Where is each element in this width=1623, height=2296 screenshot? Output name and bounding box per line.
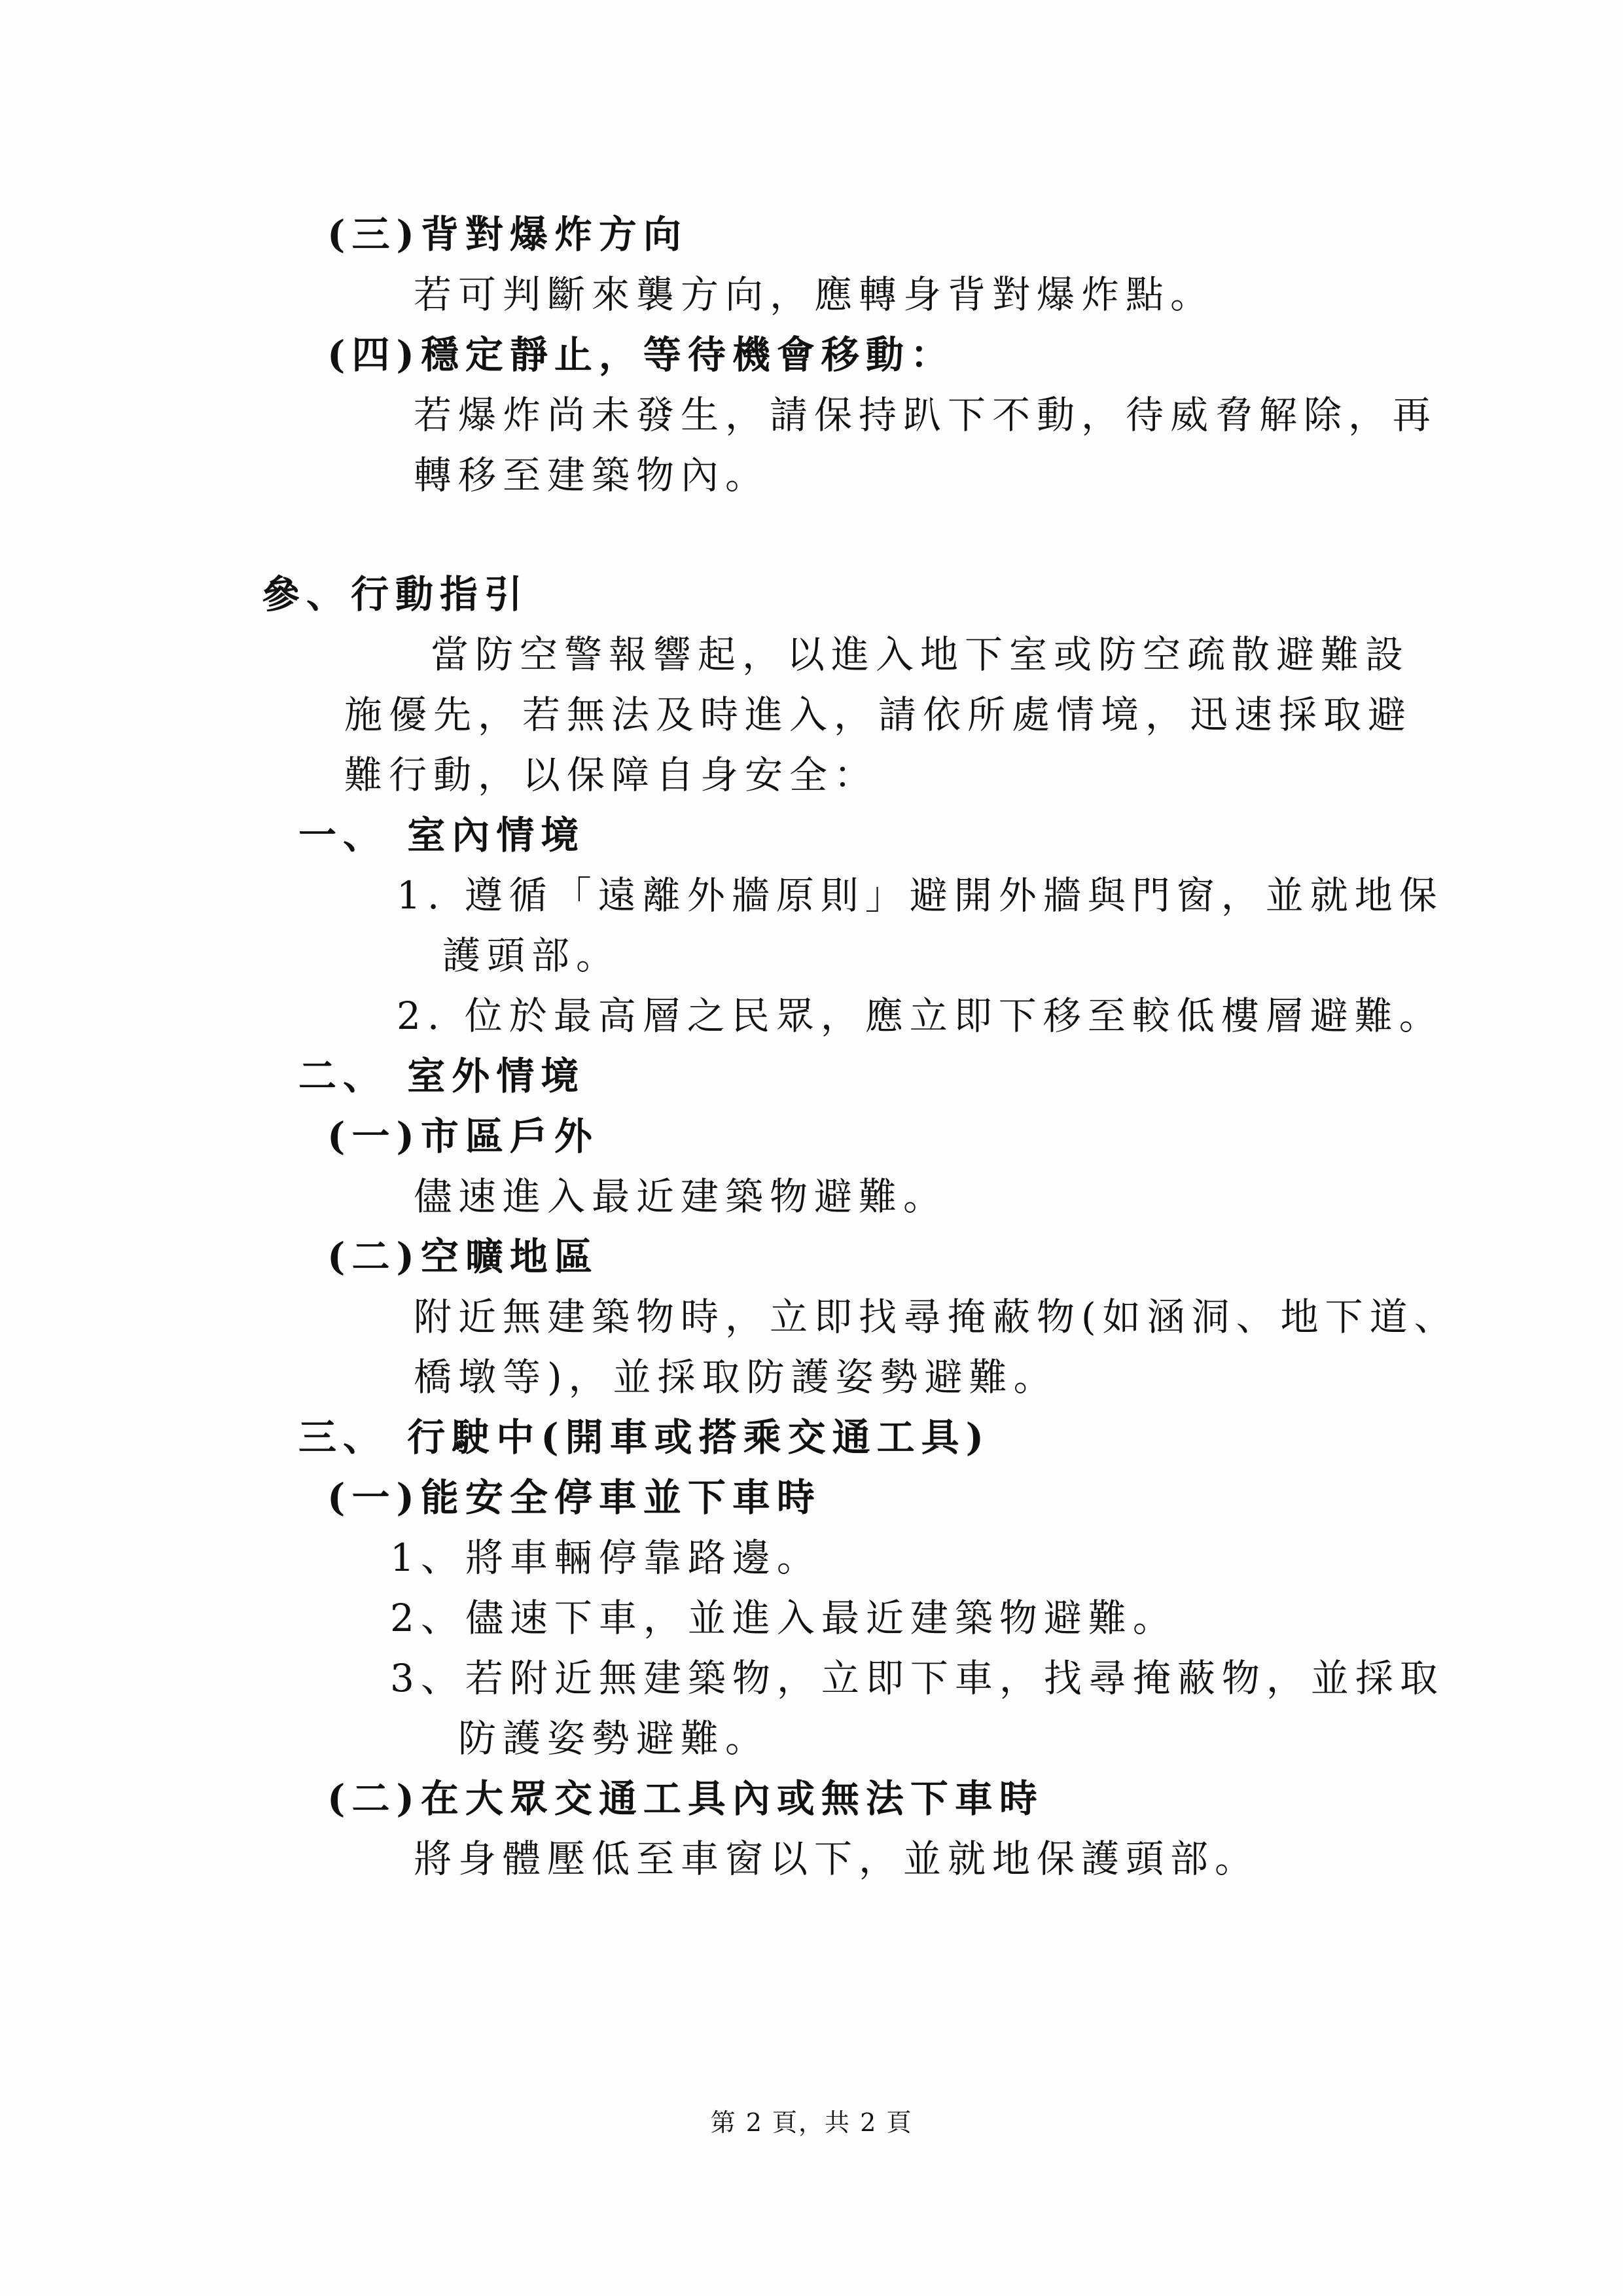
section-body-3-4-line1: 若爆炸尚未發生，請保持趴下不動，待威脅解除，再	[414, 393, 1438, 437]
intro-line-2: 施優先，若無法及時進入，請依所處情境，迅速採取避	[344, 692, 1413, 737]
section-heading-3-4: (四)穩定靜止，等待機會移動：	[327, 332, 955, 377]
outdoor-sub2-body-line1: 附近無建築物時，立即找尋掩蔽物(如涵洞、地下道、	[414, 1295, 1459, 1339]
driving-sub1-heading: (一)能安全停車並下車時	[327, 1475, 821, 1520]
driving-item-2: 2、儘速下車，並進入最近建築物避難。	[390, 1596, 1177, 1640]
intro-line-1: 當防空警報響起，以進入地下室或防空疏散避難設	[431, 632, 1410, 677]
section-heading-3-3: (三)背對爆炸方向	[327, 212, 688, 257]
indoor-item-2: 2. 位於最高層之民眾，應立即下移至較低樓層避難。	[397, 994, 1444, 1038]
page-number-footer: 第 2 頁，共 2 頁	[710, 2108, 913, 2137]
driving-item-1: 1、將車輛停靠路邊。	[390, 1535, 821, 1580]
driving-sub2-heading: (二)在大眾交通工具內或無法下車時	[327, 1776, 1044, 1821]
section-body-3-4-line2: 轉移至建築物內。	[414, 453, 770, 497]
outdoor-sub1-body: 儘速進入最近建築物避難。	[414, 1174, 948, 1219]
section-title-action: 參、行動指引	[262, 572, 529, 617]
indoor-item-1-line2: 護頭部。	[442, 933, 621, 978]
driving-sub2-body: 將身體壓低至車窗以下，並就地保護頭部。	[414, 1837, 1260, 1881]
intro-line-3: 難行動，以保障自身安全：	[344, 753, 879, 797]
indoor-item-1-line1: 1. 遵循「遠離外牆原則」避開外牆與門窗，並就地保	[397, 873, 1444, 918]
outdoor-sub2-heading: (二)空曠地區	[327, 1234, 599, 1279]
indoor-heading: 一、 室內情境	[298, 813, 586, 857]
driving-item-3-line1: 3、若附近無建築物，立即下車，找尋掩蔽物，並採取	[390, 1656, 1444, 1700]
driving-heading: 三、 行駛中(開車或搭乘交通工具)	[298, 1415, 991, 1460]
outdoor-sub1-heading: (一)市區戶外	[327, 1114, 599, 1158]
section-body-3-3: 若可判斷來襲方向，應轉身背對爆炸點。	[414, 272, 1215, 317]
outdoor-heading: 二、 室外情境	[298, 1054, 586, 1098]
driving-item-3-line2: 防護姿勢避難。	[458, 1716, 770, 1761]
outdoor-sub2-body-line2: 橋墩等)，並採取防護姿勢避難。	[414, 1355, 1058, 1399]
